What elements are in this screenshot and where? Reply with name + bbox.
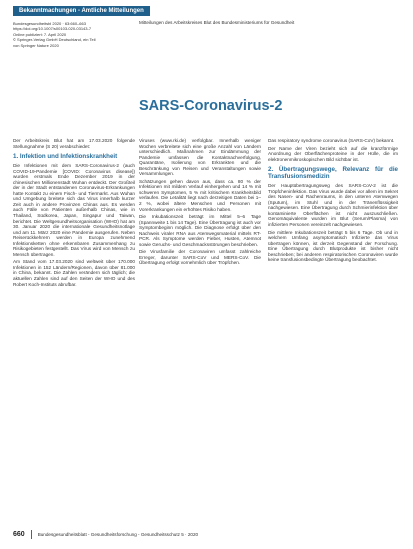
paragraph: Am Stand vom 17.03.2020 sind weltweit über 170.000 Infektionen in 152 Ländern/Regionen, davon über 81.000 in China, bekannt. Die Zahlen verändern sich täglich; die aktuellen Zahlen sind auf den Seiten der WHO und des Robert Koch-Instituts abrufbar.: [13, 259, 135, 287]
meta-line: Online publiziert: 7. April 2020: [13, 31, 67, 37]
meta-line: © Springer-Verlag GmbH Deutschland, ein Teil: [13, 37, 96, 43]
meta-line: Bundesgesundheitsbl 2020 · 63:660–663: [13, 21, 86, 26]
section-tag: Bekanntmachungen - Amtliche Mitteilungen: [13, 6, 150, 16]
page-number: 660: [13, 531, 25, 538]
text-column-3: [268, 138, 398, 265]
paragraph: Die Virusfamilie der Coronaviren umfasst zahlreiche Erreger, darunter SARS-CoV und MERS-CoV. Die Übertragung erfolgt vornehmlich über Tröpfchen.: [139, 249, 261, 266]
journal-name: Bundesgesundheitsblatt - Gesundheitsforschung - Gesundheitsschutz 5 · 2020: [37, 532, 199, 537]
meta-line: https://doi.org/10.1007/s00103-020-03143-7: [13, 26, 92, 32]
text-column-2: [139, 138, 261, 268]
paragraph: Die mittlere Inkubationszeit beträgt 5 bis 6 Tage. Ob und in welchem Umfang asymptomatisch Infizierte das Virus übertragen können, ist derzeit Gegenstand der Forschung. Eine Übertragung durch Blutprodukte ist bisher nicht beschrieben; bei anderen respiratorischen Coronaviren wurde keine transfusionsbedingte Übertragung beobachtet.: [268, 229, 398, 263]
section-heading: 1. Infektion und Infektionskrankheit: [13, 153, 118, 161]
footer-divider: [31, 530, 32, 539]
paragraph: Viruses (www.rki.de) verfolgbar. Innerhalb weniger Wochen verbreitete sich eine große Anzahl von Ländern unterschiedlich. Maßnahmen zur Eindämmung der Pandemie umfassen die Kontaktnachverfolgung, Quarantäne, Isolierung von Erkrankten und die Beschränkung von Reisen und Veranstaltungen sowie Versammlungen.: [139, 138, 261, 177]
paragraph: Die Infektionen mit dem SARS-Coronavirus-2 (auch COVID-19-Pandemie [COVID: Coronavirus disease]) wurden erstmals Ende Dezember 2019 in der chinesischen Millionenstadt Wuhan entdeckt. Der Großteil der in der Stadt entstandenen Coronavirus-Erkrankungen hatte Kontakt zu einem Fisch- und Tiermarkt. Aus Wuhan und Umgebung breitete sich das Virus innerhalb kurzer Zeit auch in andere Provinzen Chinas aus. Es werden auch Fälle von Patienten außerhalb Chinas, wie in Thailand, Südkorea, Japan, Singapur und Taiwan, berichtet. Die Weltgesundheitsorganisation (WHO) hat am 30. Januar 2020 die internationale Gesundheitsnotlage und am 11. März 2020 eine Pandemie ausgerufen. Neben Reiserückkehrern werden in Europa zunehmend Infektionsketten ohne erkennbaren Zusammenhang zu Risikogebieten festgestellt. Das Virus wird von Mensch zu Mensch übertragen.: [13, 163, 135, 257]
paragraph: Der Arbeitskreis Blut hat am 17.03.2020 folgende Stellungnahme (S 20) verabschiedet:: [13, 138, 135, 149]
article-title: SARS-Coronavirus-2: [139, 98, 283, 114]
paragraph: Das respiratory syndrome coronavirus (SARS-CoV) bekannt.: [268, 138, 395, 143]
kicker: Mitteilungen des Arbeitskreises Blut des Bundesministeriums für Gesundheit: [139, 20, 295, 25]
paragraph: Die Inkubationszeit beträgt im Mittel 5–6 Tage (Spannweite 1 bis 14 Tage). Eine Übertragung ist auch vor Symptombeginn möglich. Die Diagnose erfolgt über den Nachweis viraler RNA aus Atemwegsmaterial mittels RT-PCR. Als Symptome werden Fieber, Husten, Atemnot sowie Geruchs- und Geschmacksstörungen beschrieben.: [139, 214, 261, 247]
paragraph: Der Name der Viren bezieht sich auf die kranzförmige Anordnung der Oberflächenproteine in der Hülle, die im elektronenmikroskopischen Bild sichtbar ist.: [268, 145, 398, 162]
section-heading: 2. Übertragungswege, Relevanz für die Transfusionsmedizin: [268, 166, 398, 181]
meta-line: von Springer Nature 2020: [13, 42, 59, 48]
article-meta: [13, 21, 143, 48]
page-footer: [13, 530, 198, 539]
paragraph: Schätzungen gehen davon aus, dass ca. 80 % der Infektionen mit mildem Verlauf einhergehen und 14 % mit schweren Symptomen, 5 % mit kritischem Krankheitsbild verlaufen. Die Letalität liegt nach derzeitigen Daten bei 1–2 %, wobei ältere Menschen und Personen mit Vorerkrankungen ein erhöhtes Risiko haben.: [139, 178, 261, 212]
text-column-1: [13, 138, 135, 289]
paragraph: Der Hauptübertragungsweg des SARS-CoV-2 ist die Tröpfcheninfektion. Das Virus wurde dabei vor allem im Sekret des Nasen- und Rachenraums, in den unteren Atemwegen (Sputum), im Stuhl und in der Tränenflüssigkeit nachgewiesen. Eine Übertragung durch Schmierinfektion über kontaminierte Oberflächen ist nicht auszuschließen. Genomäquivalente wurden im Blut (Serum/Plasma) von infizierten Personen vereinzelt nachgewiesen.: [268, 183, 398, 228]
